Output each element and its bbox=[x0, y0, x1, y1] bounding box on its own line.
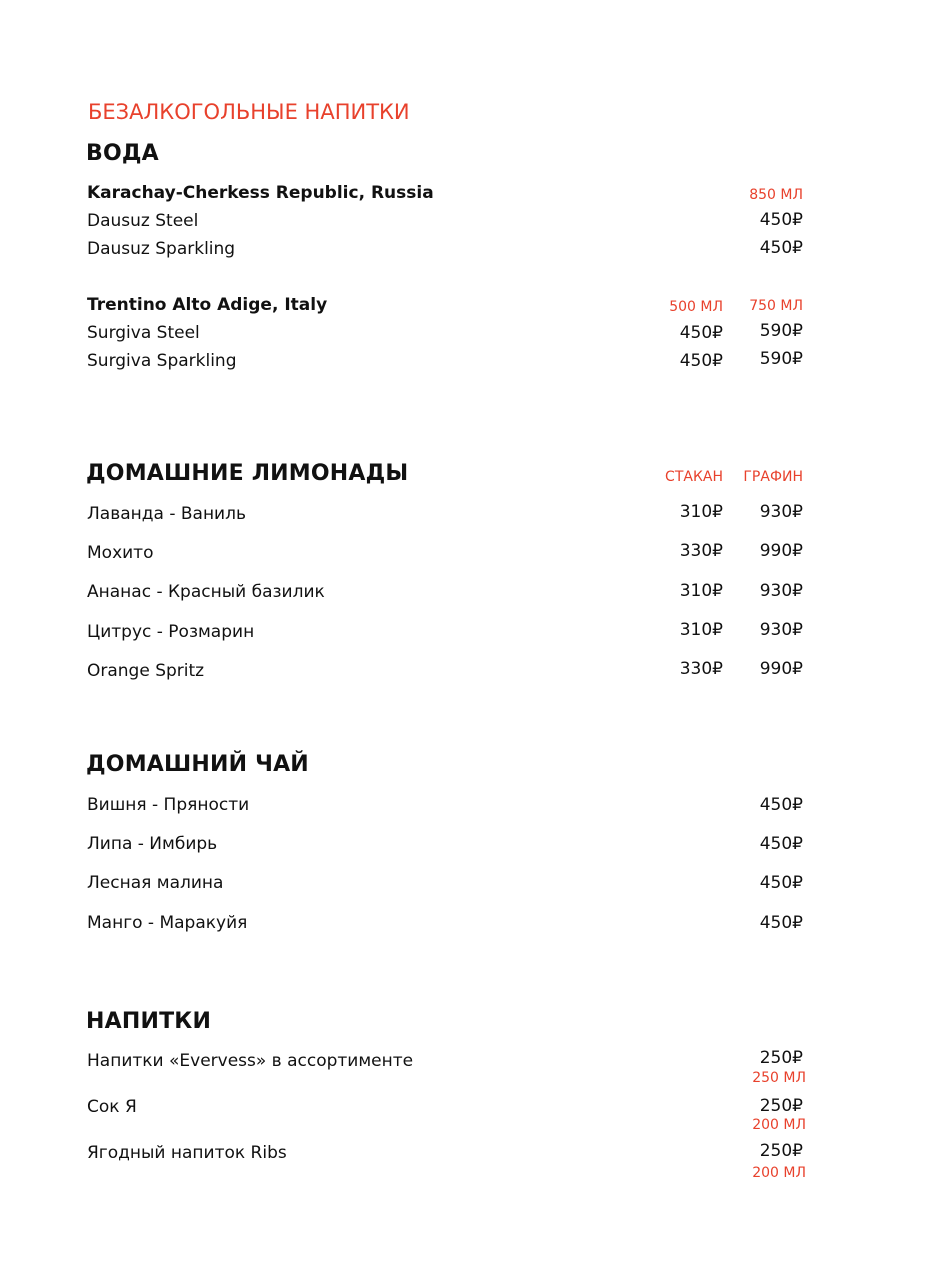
menu-item-name: Surgiva Sparkling bbox=[87, 351, 237, 371]
menu-item-price: 310₽ bbox=[679, 581, 723, 601]
menu-item-name: Напитки «Evervess» в ассортименте bbox=[87, 1051, 414, 1071]
region-label: Trentino Alto Adige, Italy bbox=[87, 295, 328, 315]
section-heading-lemonades: ДОМАШНИЕ ЛИМОНАДЫ bbox=[86, 461, 409, 486]
page-title: БЕЗАЛКОГОЛЬНЫЕ НАПИТКИ bbox=[88, 100, 410, 124]
menu-item-name: Лесная малина bbox=[87, 873, 224, 893]
menu-item-volume: 200 МЛ bbox=[752, 1165, 806, 1181]
menu-item-volume: 200 МЛ bbox=[752, 1117, 806, 1133]
menu-item-price: 930₽ bbox=[759, 620, 803, 640]
menu-item-price: 590₽ bbox=[759, 349, 803, 369]
volume-header: 850 МЛ bbox=[749, 187, 803, 203]
menu-item-price: 450₽ bbox=[759, 238, 803, 258]
menu-item-name: Dausuz Sparkling bbox=[87, 239, 236, 259]
menu-item-price: 450₽ bbox=[759, 913, 803, 933]
menu-item-price: 990₽ bbox=[759, 541, 803, 561]
menu-item-price: 310₽ bbox=[679, 502, 723, 522]
menu-item-price: 310₽ bbox=[679, 620, 723, 640]
menu-item-name: Манго - Маракуйя bbox=[87, 913, 248, 933]
menu-item-price: 990₽ bbox=[759, 659, 803, 679]
menu-item-name: Липа - Имбирь bbox=[87, 834, 218, 854]
section-heading-water: ВОДА bbox=[86, 141, 159, 166]
menu-item-name: Ягодный напиток Ribs bbox=[87, 1143, 287, 1163]
menu-item-price: 250₽ bbox=[759, 1096, 803, 1116]
volume-header: 750 МЛ bbox=[749, 298, 803, 314]
volume-header: 500 МЛ bbox=[669, 299, 723, 315]
menu-item-price: 930₽ bbox=[759, 581, 803, 601]
column-header-carafe: ГРАФИН bbox=[743, 469, 803, 485]
menu-item-price: 450₽ bbox=[759, 795, 803, 815]
menu-item-name: Цитрус - Розмарин bbox=[87, 622, 255, 642]
menu-item-price: 450₽ bbox=[759, 210, 803, 230]
menu-item-price: 330₽ bbox=[679, 659, 723, 679]
menu-item-name: Surgiva Steel bbox=[87, 323, 200, 343]
menu-item-volume: 250 МЛ bbox=[752, 1070, 806, 1086]
region-label: Karachay-Cherkess Republic, Russia bbox=[87, 183, 434, 203]
menu-item-name: Сок Я bbox=[87, 1097, 137, 1117]
menu-item-price: 590₽ bbox=[759, 321, 803, 341]
menu-item-price: 250₽ bbox=[759, 1048, 803, 1068]
menu-item-name: Мохито bbox=[87, 543, 154, 563]
menu-item-name: Лаванда - Ваниль bbox=[87, 504, 246, 524]
menu-item-name: Dausuz Steel bbox=[87, 211, 199, 231]
menu-item-price: 450₽ bbox=[679, 323, 723, 343]
column-header-glass: СТАКАН bbox=[665, 469, 723, 485]
menu-item-price: 450₽ bbox=[759, 873, 803, 893]
menu-item-price: 450₽ bbox=[759, 834, 803, 854]
menu-item-price: 250₽ bbox=[759, 1141, 803, 1161]
menu-item-name: Ананас - Красный базилик bbox=[87, 582, 325, 602]
menu-item-price: 450₽ bbox=[679, 351, 723, 371]
menu-item-name: Вишня - Пряности bbox=[87, 795, 250, 815]
section-heading-drinks: НАПИТКИ bbox=[86, 1009, 212, 1034]
menu-item-price: 930₽ bbox=[759, 502, 803, 522]
menu-item-name: Orange Spritz bbox=[87, 661, 205, 681]
menu-item-price: 330₽ bbox=[679, 541, 723, 561]
section-heading-tea: ДОМАШНИЙ ЧАЙ bbox=[86, 752, 309, 777]
